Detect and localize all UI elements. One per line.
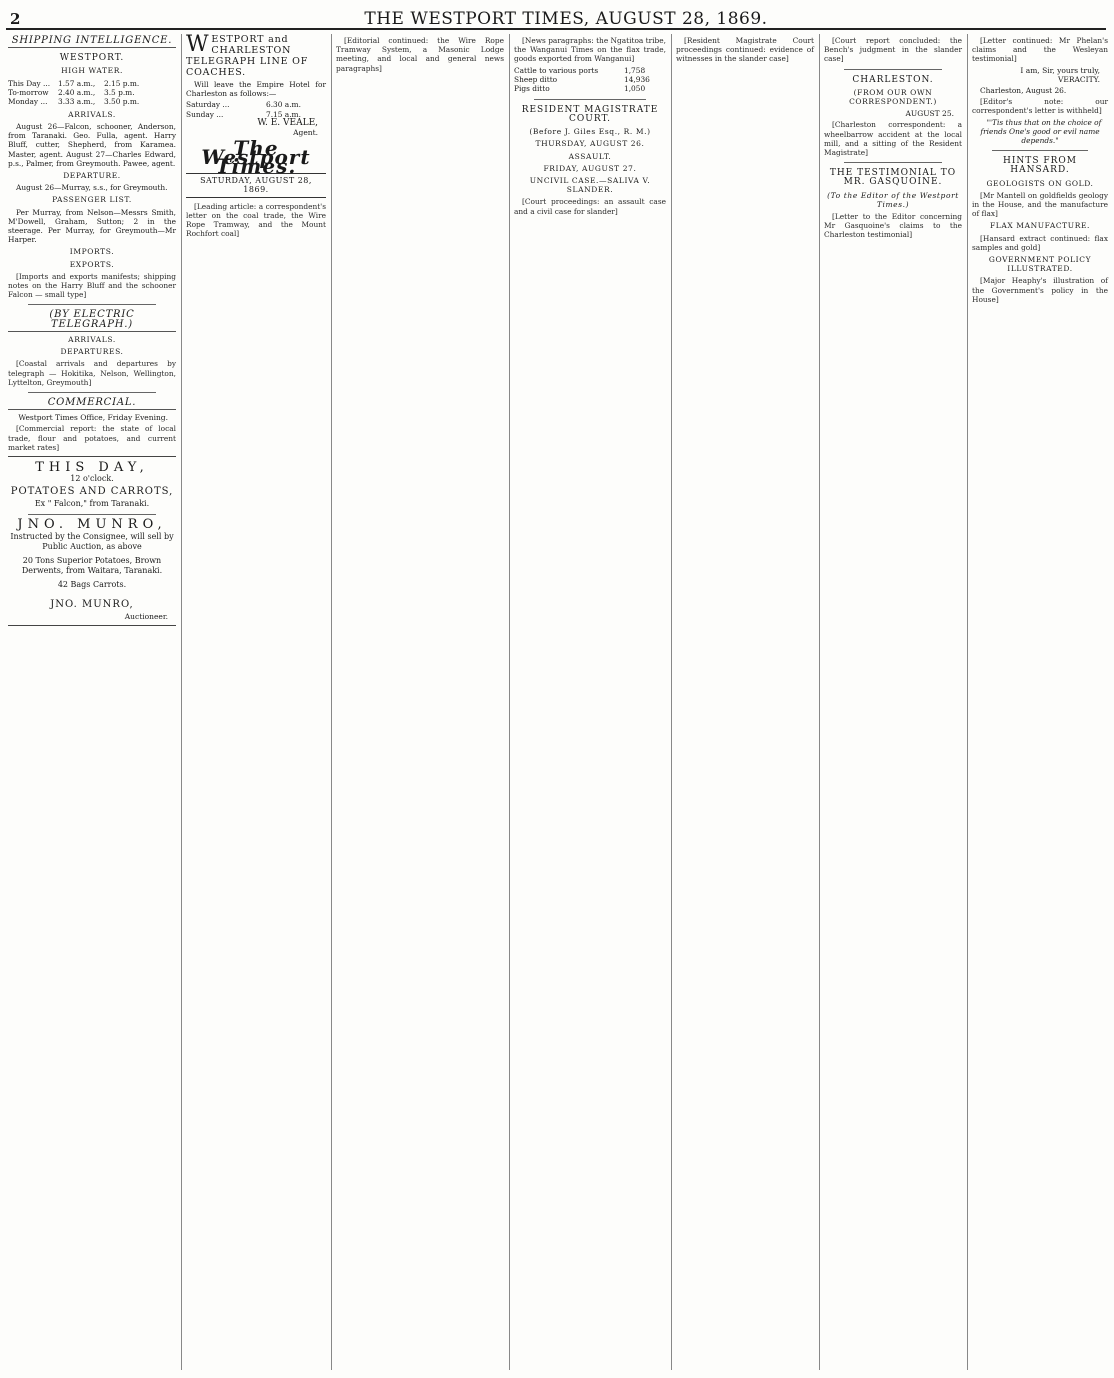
column-3 <box>332 34 508 1370</box>
court-title: RESIDENT MAGISTRATE COURT. <box>521 104 659 125</box>
charleston-title: CHARLESTON. <box>852 74 934 85</box>
commercial-summary: [Commercial report: the state of local trade, flour and potatoes, and current market rates] <box>8 424 176 452</box>
telegraph-departures-title: DEPARTURES. <box>60 347 124 357</box>
exports-title: EXPORTS. <box>69 259 115 269</box>
tide-title: HIGH WATER. <box>61 66 123 76</box>
testimonial-title: THE TESTIMONIAL TO MR. GASQUOINE. <box>829 168 957 188</box>
ad-munro-name: JNO. MUNRO, <box>17 517 167 533</box>
letter-sign-off: I am, Sir, yours truly, <box>1020 65 1100 75</box>
editor-note: [Editor's note: our correspondent's letter is withheld] <box>972 97 1108 116</box>
place-date: Charleston, August 26. <box>980 86 1067 96</box>
editorial-summary: [Leading article: a correspondent's letter on the coal trade, the Wire Rope Tramway, and the Mount Rochfort coal] <box>186 201 326 239</box>
column-5 <box>672 34 818 1370</box>
court-summary: [Court proceedings: an assault case and a civil case for slander] <box>514 197 666 216</box>
testimonial-summary: [Letter to the Editor concerning Mr Gasquoine's claims to the Charleston testimonial] <box>824 212 962 240</box>
ad-potatoes: POTATOES AND CARROTS, <box>10 486 174 498</box>
column-6 <box>820 34 966 1370</box>
telegraph-arrivals-title: ARRIVALS. <box>68 334 116 344</box>
divider <box>992 150 1088 151</box>
ad-munro-text: Instructed by the Consignee, will sell by Public Auction, as above <box>10 531 174 551</box>
ad-signature: JNO. MUNRO, <box>50 598 134 610</box>
civil-case-title: UNCIVIL CASE.—SALIVA V. SLANDER. <box>529 176 651 195</box>
divider <box>28 514 156 515</box>
coach-text: Will leave the Empire Hotel for Charleston as follows:— <box>186 80 326 99</box>
charleston-subtitle: (FROM OUR OWN CORRESPONDENT.) <box>849 87 937 107</box>
dropcap-w: W <box>186 34 210 57</box>
ad-ex: Ex " Falcon," from Taranaki. <box>34 499 150 509</box>
telegraph-summary: [Coastal arrivals and departures by telegraph — Hokitika, Nelson, Wellington, Lyttelton, Greymouth] <box>8 359 176 387</box>
friday-title: FRIDAY, AUGUST 27. <box>543 163 637 173</box>
passengers-text: Per Murray, from Nelson—Messrs Smith, M'Dowell, Graham, Sutton; 2 in the steerage. Per Murray, for Greymouth—Mr Harper. <box>8 207 176 245</box>
shipping-body-summary: [Imports and exports manifests; shipping notes on the Harry Bluff and the schooner Falcon — small type] <box>8 271 176 300</box>
column-7-summary-top: [Letter continued: Mr Phelan's claims and the Wesleyan testimonial] <box>972 36 1108 64</box>
flax-summary: [Hansard extract continued: flax samples and gold] <box>972 233 1108 252</box>
court-date: THURSDAY, AUGUST 26. <box>535 139 645 149</box>
departures-text: August 26—Murray, s.s., for Greymouth. <box>16 183 168 193</box>
tide-row: To-morrow 2.40 a.m., 3.5 p.m. <box>8 88 135 98</box>
ad-tons: 20 Tons Superior Potatoes, Brown Derwents, from Waitara, Taranaki. <box>21 555 163 575</box>
column-4-summary-top: [News paragraphs: the Ngatitoa tribe, the Wanganui Times on the flax trade, goods exported from Wanganui] <box>514 36 666 64</box>
passengers-title: PASSENGER LIST. <box>52 195 132 205</box>
paper-date: SATURDAY, AUGUST 28, 1869. <box>186 173 326 197</box>
coach-agent: W. E. VEALE, <box>257 118 318 129</box>
ad-this-day: THIS DAY, <box>35 459 149 475</box>
divider <box>28 304 156 305</box>
tide-row: This Day ... 1.57 a.m., 2.15 p.m. <box>8 78 140 88</box>
shipping-section-title: SHIPPING INTELLIGENCE. <box>8 36 176 48</box>
divider <box>534 99 646 100</box>
assault-title: ASSAULT. <box>568 151 612 161</box>
column-7 <box>968 34 1112 1370</box>
ad-role: Auctioneer. <box>124 611 168 621</box>
export-row: Pigs ditto 1,050 <box>514 84 646 94</box>
export-row: Sheep ditto 14,936 <box>514 75 650 85</box>
column-6-summary-top: [Court report concluded: the Bench's judgment in the slander case] <box>824 36 962 64</box>
coach-agent-role: Agent. <box>293 128 318 138</box>
masthead <box>6 8 1106 30</box>
hansard-title: HINTS FROM HANSARD. <box>1003 156 1077 176</box>
coach-row: Saturday ... 6.30 a.m. <box>186 100 301 110</box>
coach-row: Sunday ... 7.15 a.m. <box>186 109 301 119</box>
export-row: Cattle to various ports 1,758 <box>514 65 646 75</box>
government-policy-title: GOVERNMENT POLICY ILLUSTRATED. <box>988 255 1092 274</box>
paper-title: The Westport Times. <box>201 135 311 179</box>
page-number: 2 <box>10 10 21 28</box>
arrivals-text: August 26—Falcon, schooner, Anderson, from Taranaki. Geo. Fulla, agent. Harry Bluff, cutter, Shepherd, from Karamea. Master, agent. August 27—Charles Edward, p.s., Palmer, from Greymouth. Pawee, agent. <box>8 122 176 168</box>
ad-bags: 42 Bags Carrots. <box>57 579 127 589</box>
charleston-date: AUGUST 25. <box>905 109 954 119</box>
court-subtitle: (Before J. Giles Esq., R. M.) <box>529 127 651 137</box>
departures-title: DEPARTURE. <box>63 171 121 181</box>
divider <box>844 162 942 163</box>
column-4 <box>510 34 670 1370</box>
commercial-title: COMMERCIAL. <box>8 398 176 410</box>
imports-title: IMPORTS. <box>69 247 115 257</box>
arrivals-title: ARRIVALS. <box>68 109 116 119</box>
auction-advertisement <box>8 456 176 626</box>
column-1 <box>4 34 180 1370</box>
letter-signature: VERACITY. <box>1057 74 1100 84</box>
column-3-summary: [Editorial continued: the Wire Rope Tramway System, a Masonic Lodge meeting, and local and general news paragraphs] <box>336 36 504 73</box>
hansard-summary: [Mr Mantell on goldfields geology in the House, and the manufacture of flax] <box>972 190 1108 219</box>
column-2 <box>182 34 330 1370</box>
testimonial-subtitle: (To the Editor of the Westport Times.) <box>827 190 959 209</box>
coach-advertisement-title: W ESTPORT and CHARLESTON TELEGRAPH LINE OF COACHES. <box>186 34 309 78</box>
commercial-office: Westport Times Office, Friday Evening. <box>18 413 168 423</box>
charleston-summary: [Charleston correspondent: a wheelbarrow accident at the local mill, and a sitting of the Resident Magistrate] <box>824 120 962 158</box>
divider <box>844 69 942 70</box>
ad-time: 12 o'clock. <box>70 474 114 484</box>
hansard-subtitle: GEOLOGISTS ON GOLD. <box>986 178 1094 188</box>
column-5-summary: [Resident Magistrate Court proceedings continued: evidence of witnesses in the slander case] <box>676 36 814 64</box>
tide-row: Monday ... 3.33 a.m., 3.50 p.m. <box>8 97 140 107</box>
telegraph-title: (BY ELECTRIC TELEGRAPH.) <box>8 310 176 331</box>
port-title: WESTPORT. <box>59 53 125 64</box>
divider <box>28 392 156 393</box>
government-policy-summary: [Major Heaphy's illustration of the Government's policy in the House] <box>972 276 1108 304</box>
running-title: THE WESTPORT TIMES, AUGUST 28, 1869. <box>364 9 768 29</box>
quote: "'Tis thus that on the choice of friends One's good or evil name depends." <box>980 117 1102 146</box>
flax-title: FLAX MANUFACTURE. <box>989 221 1091 231</box>
